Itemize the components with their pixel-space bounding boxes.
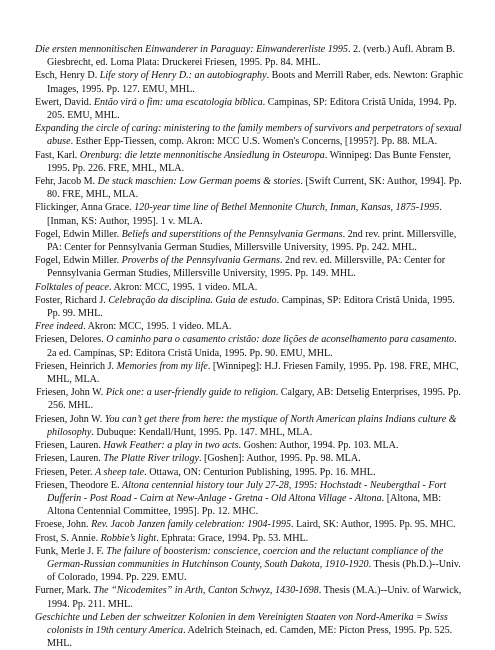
entry-publication-details: . 2nd rev. print. Millersville, PA: Center for Pennsylvania German Studies, Millersville University, 1995. Pp. 242. MHL. (47, 228, 457, 254)
entry-title: Proverbs of the Pennsylvania Germans (121, 255, 280, 267)
entry-title: Life story of Henry D.: an autobiography (99, 70, 267, 82)
entry-title: The Platte River trilogy (103, 453, 199, 465)
entry-publication-details: . 2nd rev. ed. Millersville, PA: Center for Pennsylvania German Studies, Millersville University, 1995. Pp. 149. MHL. (47, 255, 446, 280)
entry-author: Esch, Henry D. (35, 70, 100, 82)
bibliography-entry (35, 466, 465, 479)
entry-publication-details: . Akron: MCC, 1995. 1 video. MLA. (109, 281, 258, 293)
entry-title: De stuck maschien: Low German poems & stories (97, 176, 301, 188)
bibliography-entry (35, 122, 465, 148)
entry-author: Frost, S. Annie. (35, 532, 101, 544)
bibliography-entry (35, 281, 465, 294)
entry-publication-details: . [Inman, KS: Author, 1995]. 1 v. MLA. (47, 202, 442, 227)
entry-title: Robbie’s light (100, 532, 157, 544)
entry-author: Friesen, John W. (35, 413, 105, 425)
entry-title: Die ersten mennonitischen Einwanderer in Paraguay: Einwandererliste 1995 (35, 44, 348, 55)
entry-title: Orenburg: die letzte mennonitische Ansiedlung in Osteuropa (79, 149, 325, 161)
entry-author: Fast, Karl. (35, 149, 80, 161)
entry-author: Friesen, Peter. (35, 466, 95, 478)
entry-publication-details: . Dubuque: Kendall/Hunt, 1995. Pp. 147. MHL, MLA. (91, 426, 313, 438)
entry-title: Celebração da disciplina. Guia de estudo (108, 294, 277, 306)
entry-publication-details: . Calgary, AB: Detselig Enterprises, 1995. Pp. 256. MHL. (48, 387, 461, 412)
bibliography-entry (35, 452, 465, 465)
entry-publication-details: . [Winnipeg]: H.J. Friesen Family, 1995. Pp. 198. FRE, MHC, MHL, MLA. (47, 360, 459, 386)
bibliography-entry (35, 518, 465, 531)
entry-author: Friesen, Lauren. (35, 453, 104, 465)
entry-title: Free indeed (35, 321, 84, 333)
entry-publication-details: . Ottawa, ON: Centurion Publishing, 1995. Pp. 16. MHL. (144, 466, 376, 478)
entry-title: Rev. Jacob Janzen family celebration: 1904-1995 (91, 519, 292, 531)
entry-author: Friesen, Theodore E. (35, 479, 122, 491)
entry-title: Pick one: a user-friendly guide to religion (105, 387, 276, 399)
entry-author: Fogel, Edwin Miller. (35, 228, 122, 240)
bibliography-entry (35, 294, 465, 320)
entry-publication-details: . Winnipeg: Das Bunte Fenster, 1995. Pp. 226. FRE, MHL, MLA. (47, 149, 451, 174)
entry-title: Altona centennial history tour July 27-28, 1995: Hochstadt - Neubergthal - Fort Dufferin - Post Road - Cairn at New-Anlage - Gretna - Old Altona Village - Altona (47, 479, 447, 504)
entry-title: Memories from my life (116, 360, 208, 372)
bibliography-entry (35, 439, 465, 452)
bibliography-entry (35, 479, 465, 519)
bibliography-entry (35, 201, 465, 227)
entry-publication-details: . Thesis (M.A.)--Univ. of Warwick, 1994. Pp. 211. MHL. (47, 585, 462, 610)
entry-publication-details: . Campinas, SP: Editora Cristã Unida, 1994. Pp. 205. EMU, MHL. (47, 96, 457, 122)
entry-author: Fehr, Jacob M. (35, 176, 98, 188)
entry-title: O caminho para o casamento cristão: doze lições de aconselhamento para casamento (106, 334, 455, 346)
entry-author: Friesen, Heinrich J. (35, 360, 117, 372)
bibliography-entry (35, 333, 465, 359)
entry-title: Geschichte und Leben der schweitzer Kolonien in dem Vereinigten Staaten von Nord-Amerika = Swiss colonists in 19th century America (35, 611, 448, 636)
entry-publication-details: . Adelrich Steinach, ed. Camden, ME: Picton Press, 1995. Pp. 525. MHL. (47, 624, 453, 650)
bibliography-entry (35, 69, 465, 95)
bibliography-entry (35, 175, 465, 201)
entry-author: Funk, Merle J. F. (35, 545, 107, 557)
bibliography-entry (35, 386, 465, 412)
entry-author: Froese, John. (35, 519, 92, 531)
bibliography-entry (35, 413, 465, 439)
entry-author: Foster, Richard J. (35, 294, 109, 306)
entry-publication-details: . Goshen: Author, 1994. Pp. 103. MLA. (238, 440, 399, 452)
entry-publication-details: . 2a ed. Campinas, SP: Editora Cristã Unida, 1995. Pp. 90. EMU, MHL. (47, 334, 457, 359)
entry-title: You can’t get there from here: the mystique of North American plains Indians culture & philosophy (47, 413, 457, 438)
entry-author: Furner, Mark. (35, 585, 94, 597)
bibliography-entry (35, 254, 465, 280)
entry-title: A sheep tale (95, 466, 145, 478)
entry-publication-details: . Boots and Merrill Raber, eds. Newton: Graphic Images, 1995. Pp. 127. EMU, MHL. (47, 70, 463, 95)
entry-publication-details: . Esther Epp-Tiessen, comp. Akron: MCC U.S. Women's Concerns, [1995?]. Pp. 88. MLA. (70, 136, 438, 148)
bibliography-entry (35, 611, 465, 650)
bibliography-entry (35, 532, 465, 545)
entry-publication-details: . Campinas, SP: Editora Cristã Unida, 1995. Pp. 99. MHL. (47, 294, 455, 320)
entry-author: Ewert, David. (35, 96, 94, 108)
entry-title: Então virá o fim: uma escatologia bíblica (93, 96, 263, 108)
bibliography-entry (35, 149, 465, 175)
entry-publication-details: . Akron: MCC, 1995. 1 video. MLA. (83, 321, 232, 333)
entry-publication-details: . Thesis (Ph.D.)--Univ. of Colorado, 1994. Pp. 229. EMU. (47, 558, 461, 584)
bibliography-entry (35, 584, 465, 610)
entry-author: Friesen, Delores. (35, 334, 107, 346)
bibliography-entry (35, 228, 465, 254)
entry-author: Fogel, Edwin Miller. (35, 255, 122, 267)
entry-title: Hawk Feather: a play in two acts (103, 440, 239, 452)
entry-author: Flickinger, Anna Grace. (35, 202, 135, 214)
entry-publication-details: . [Swift Current, SK: Author, 1994]. Pp. 80. FRE, MHL, MLA. (47, 176, 462, 201)
entry-title: 120-year time line of Bethel Mennonite Church, Inman, Kansas, 1875-1995 (134, 202, 440, 214)
entry-title: Expanding the circle of caring: ministering to the family members of survivors and perpetrators of sexual abuse (35, 123, 462, 148)
entry-publication-details: . 2. (verb.) Aufl. Abram B. Giesbrecht, ed. Loma Plata: Druckerei Friesen, 1995. Pp. 84. MHL. (47, 44, 456, 69)
bibliography-entry (35, 320, 465, 333)
bibliography-entry (35, 43, 465, 69)
bibliography-entry (35, 360, 465, 386)
entry-publication-details: . [Altona, MB: Altona Centennial Committee, 1995]. Pp. 12. MHC. (47, 492, 442, 518)
entry-author: Friesen, John W. (36, 387, 106, 399)
entry-publication-details: . Ephrata: Grace, 1994. Pp. 53. MHL. (156, 532, 309, 544)
bibliography-entry (35, 545, 465, 585)
bibliography-list (35, 43, 465, 650)
entry-title: Folktales of peace (35, 281, 109, 293)
bibliography-entry (35, 96, 465, 122)
entry-title: The “Nicodemites” in Arth, Canton Schwyz, 1430-1698 (93, 585, 319, 597)
entry-publication-details: . [Goshen]: Author, 1995. Pp. 98. MLA. (198, 453, 361, 465)
entry-author: Friesen, Lauren. (35, 440, 104, 452)
entry-title: The failure of boosterism: conscience, coercion and the reluctant compliance of the German-Russian communities in Hutchinson County, South Dakota, 1910-1920 (47, 545, 444, 570)
entry-publication-details: . Laird, SK: Author, 1995. Pp. 95. MHC. (291, 519, 456, 531)
entry-title: Beliefs and superstitions of the Pennsylvania Germans (121, 228, 343, 240)
